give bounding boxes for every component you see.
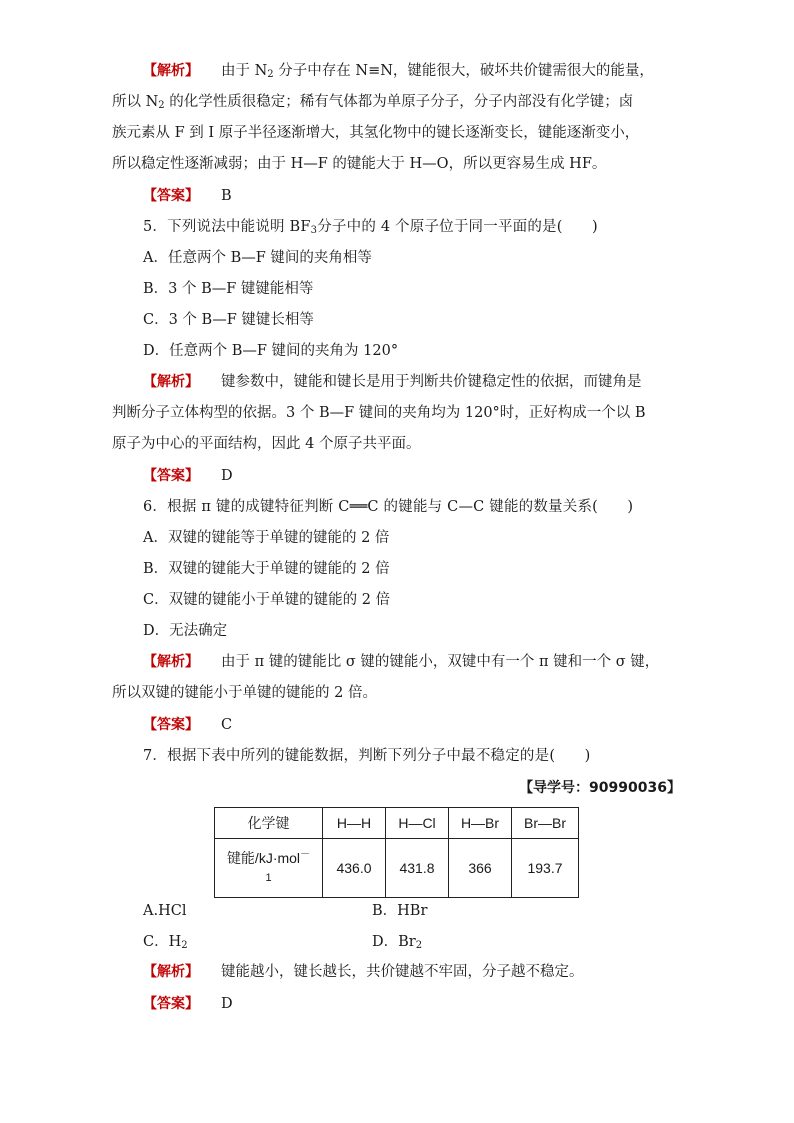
answer-line	[143, 715, 232, 735]
answer-line	[143, 466, 233, 486]
answer-tag: 【答案】	[143, 188, 199, 204]
answer-value: D	[221, 468, 233, 484]
table-header-cell: H—Br	[449, 808, 512, 839]
analysis-line: 判断分子立体构型的依据。3 个 B—F 键间的夹角均为 120°时，正好构成一个以 B	[112, 405, 646, 421]
analysis-line: 原子为中心的平面结构，因此 4 个原子共平面。	[112, 436, 421, 452]
question-6-option-a: A．双键的键能等于单键的键能的 2 倍	[143, 530, 390, 546]
answer-tag: 【答案】	[143, 996, 199, 1012]
analysis-line: 所以双键的键能小于单键的键能的 2 倍。	[112, 685, 377, 701]
analysis-tag: 【解析】	[143, 964, 199, 980]
analysis-tag: 【解析】	[143, 654, 199, 670]
energy-label-cell: 键能/kJ·mol－ 1	[215, 839, 323, 898]
question-7-option-a: A.HCl	[143, 903, 187, 919]
answer-value: C	[221, 717, 233, 733]
table-header-cell: Br—Br	[512, 808, 579, 839]
table-header-cell: H—H	[323, 808, 386, 839]
analysis-line: 【解析】 由于 $N_2$ 分子中存在 N≡N，键能很大，破坏共价键需很大的能量，	[143, 63, 654, 80]
table-header-cell: H—Cl	[386, 808, 449, 839]
reference-number: 【导学号：90990036】	[519, 780, 681, 796]
table-cell: 436.0	[323, 839, 386, 898]
question-6-stem: 6．根据 π 键的成键特征判断 C══C 的键能与 C—C 键能的数量关系( )	[143, 499, 634, 515]
analysis-line: 所以稳定性逐渐减弱；由于 H—F 的键能大于 H—O，所以更容易生成 HF。	[112, 156, 607, 172]
analysis-tag: 【解析】	[143, 63, 199, 79]
question-5-option-a: A．任意两个 B—F 键间的夹角相等	[143, 250, 372, 266]
table-cell: 193.7	[512, 839, 579, 898]
question-5-option-c: C．3 个 B—F 键键长相等	[143, 312, 314, 328]
answer-value: B	[221, 188, 232, 204]
table-header-row	[215, 808, 579, 839]
question-7-stem: 7．根据下表中所列的键能数据，判断下列分子中最不稳定的是( )	[143, 748, 591, 764]
table-header-cell: 化学键	[215, 808, 323, 839]
question-7-option-b: B．HBr	[372, 903, 428, 919]
question-6-option-b: B．双键的键能大于单键的键能的 2 倍	[143, 561, 390, 577]
table-cell: 366	[449, 839, 512, 898]
question-5-option-d: D．任意两个 B—F 键间的夹角为 120°	[143, 343, 399, 359]
analysis-line: 【解析】 键能越小，键长越长，共价键越不牢固，分子越不稳定。	[143, 964, 584, 980]
question-6-option-c: C．双键的键能小于单键的键能的 2 倍	[143, 592, 391, 608]
answer-line	[143, 994, 233, 1014]
answer-line	[143, 186, 232, 206]
table-cell: 431.8	[386, 839, 449, 898]
question-7-option-d: D．$Br_2$	[372, 934, 423, 951]
question-5-option-b: B．3 个 B—F 键键能相等	[143, 281, 314, 297]
analysis-line: 族元素从 F 到 I 原子半径逐渐增大，其氢化物中的键长逐渐变长，键能逐渐变小，	[112, 125, 640, 141]
answer-tag: 【答案】	[143, 717, 199, 733]
question-7-option-c: C．$H_2$	[143, 934, 188, 951]
analysis-line: 所以 $N_2$ 的化学性质很稳定；稀有气体都为单原子分子，分子内部没有化学键；卤	[112, 94, 634, 111]
answer-value: D	[221, 996, 233, 1012]
analysis-line: 【解析】 键参数中，键能和键长是用于判断共价键稳定性的依据，而键角是	[143, 374, 642, 390]
analysis-tag: 【解析】	[143, 374, 199, 390]
table-row	[215, 839, 579, 898]
bond-energy-table	[214, 807, 579, 898]
question-6-option-d: D．无法确定	[143, 623, 228, 639]
answer-tag: 【答案】	[143, 468, 199, 484]
question-5-stem: 5．下列说法中能说明 $BF_3$分子中的 4 个原子位于同一平面的是( )	[143, 219, 598, 236]
analysis-line: 【解析】 由于 π 键的键能比 σ 键的键能小，双键中有一个 π 键和一个 σ 键，	[143, 654, 660, 670]
